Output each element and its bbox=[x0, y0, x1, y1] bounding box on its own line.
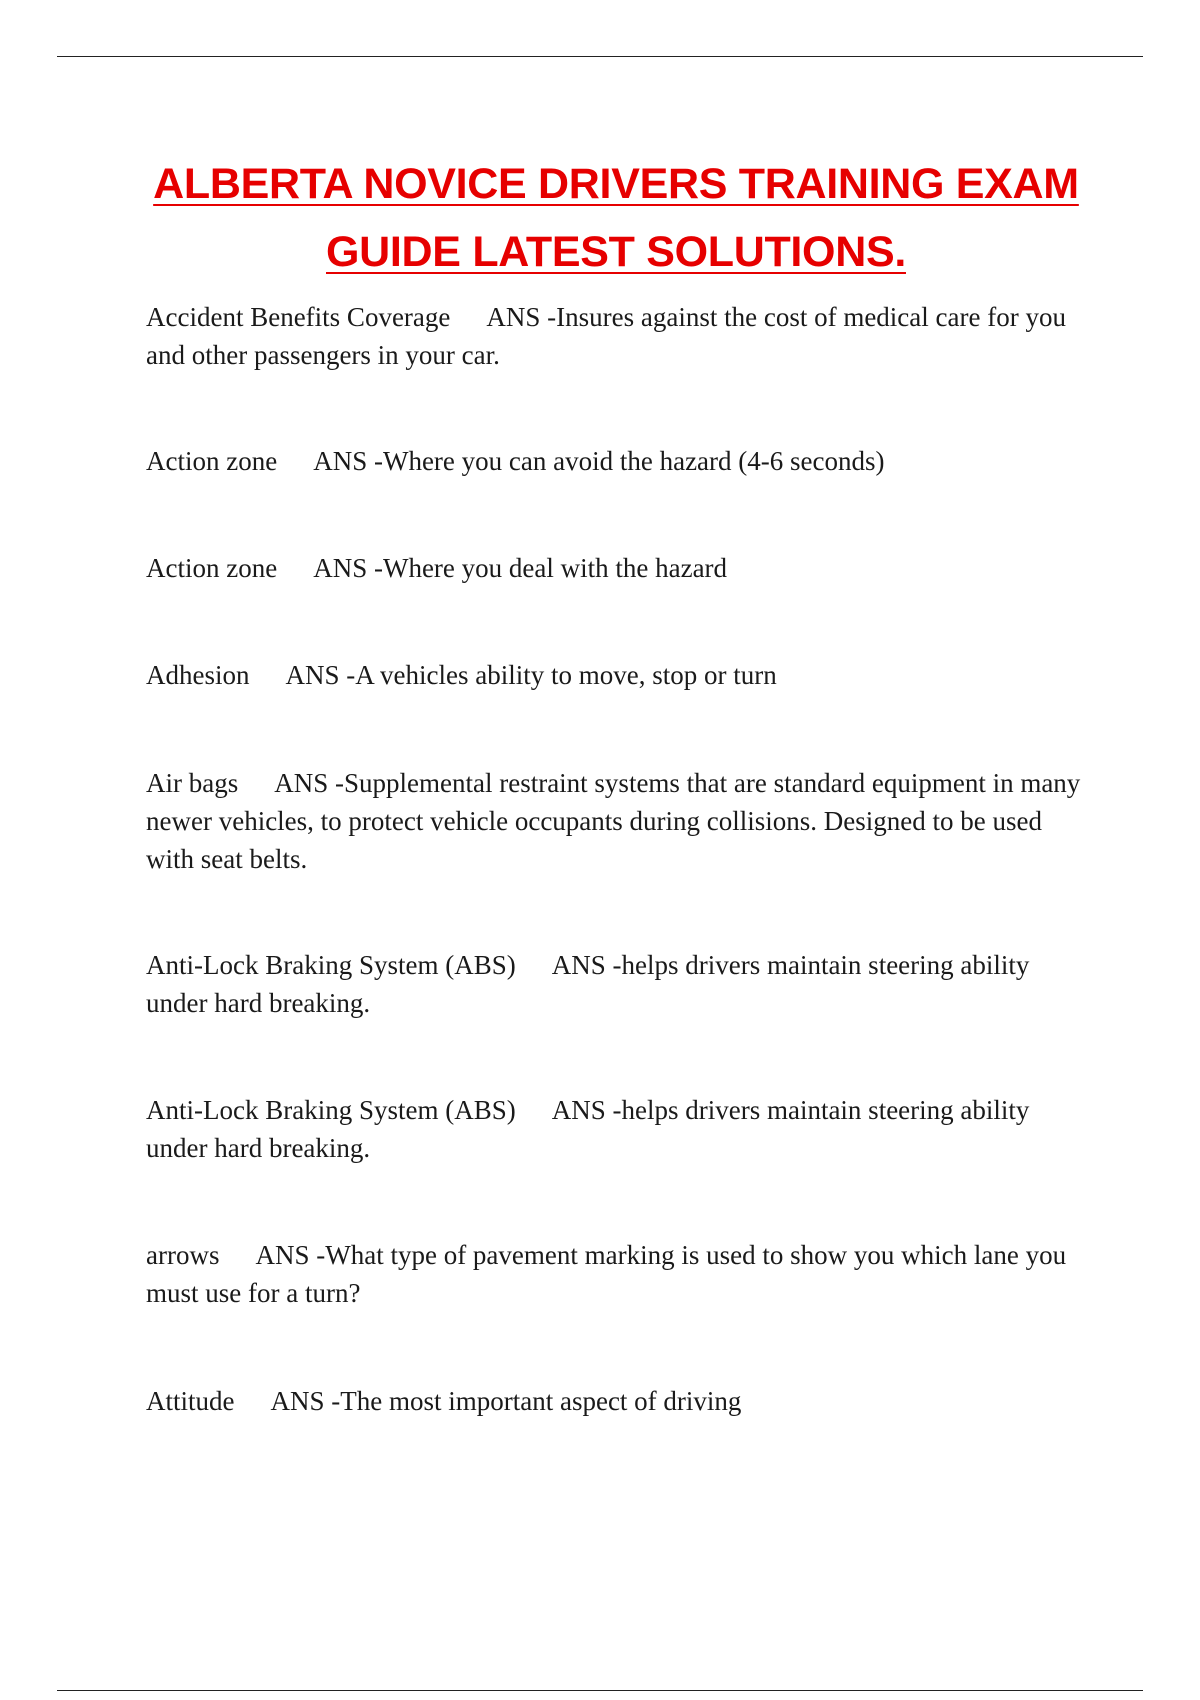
list-item bbox=[146, 764, 1091, 878]
entry-answer: ANS -A vehicles ability to move, stop or turn bbox=[285, 660, 777, 690]
entry-answer: ANS -Where you deal with the hazard bbox=[313, 553, 728, 583]
list-item bbox=[146, 946, 1091, 1022]
entry-term: Action zone bbox=[146, 553, 278, 583]
entry-term: Action zone bbox=[146, 446, 278, 476]
entry-term: Adhesion bbox=[146, 660, 250, 690]
entry-term: Anti-Lock Braking System (ABS) bbox=[146, 950, 516, 980]
entry-answer: ANS -Insures against the cost of medical care for you and other passengers in your car. bbox=[146, 302, 1066, 370]
list-item bbox=[146, 1382, 1091, 1420]
entry-answer: ANS -Where you can avoid the hazard (4-6 seconds) bbox=[313, 446, 885, 476]
entry-term: Anti-Lock Braking System (ABS) bbox=[146, 1095, 516, 1125]
document-title bbox=[120, 150, 1112, 286]
entry-term: Accident Benefits Coverage bbox=[146, 302, 451, 332]
entry-answer: ANS -Supplemental restraint systems that are standard equipment in many newer vehicles, to protect vehicle occupants during collisions. Designed to be used with seat belts. bbox=[146, 768, 1081, 874]
list-item bbox=[146, 1091, 1091, 1167]
title-line-1: ALBERTA NOVICE DRIVERS TRAINING EXAM bbox=[153, 160, 1079, 208]
entry-answer: ANS -The most important aspect of driving bbox=[270, 1386, 742, 1416]
entry-answer: ANS -What type of pavement marking is used to show you which lane you must use for a turn? bbox=[146, 1240, 1067, 1308]
title-line-2: GUIDE LATEST SOLUTIONS. bbox=[326, 228, 906, 276]
list-item bbox=[146, 1236, 1091, 1312]
list-item bbox=[146, 549, 1091, 587]
list-item bbox=[146, 298, 1091, 374]
entry-answer: ANS -helps drivers maintain steering ability under hard breaking. bbox=[146, 950, 1030, 1018]
qa-list bbox=[146, 298, 1091, 1420]
list-item bbox=[146, 656, 1091, 694]
header-rule bbox=[57, 56, 1143, 57]
entry-term: Attitude bbox=[146, 1386, 235, 1416]
entry-answer: ANS -helps drivers maintain steering ability under hard breaking. bbox=[146, 1095, 1030, 1163]
entry-term: Air bags bbox=[146, 768, 239, 798]
footer-rule bbox=[57, 1690, 1143, 1691]
list-item bbox=[146, 442, 1091, 480]
entry-term: arrows bbox=[146, 1240, 220, 1270]
